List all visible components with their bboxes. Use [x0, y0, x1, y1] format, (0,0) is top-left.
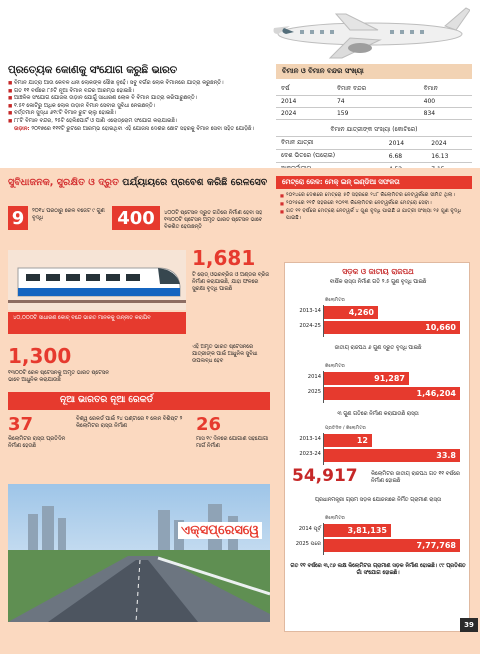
table-cell: 74 — [336, 98, 345, 105]
block2-subtitle: ଜାତୀୟ ରାଜପଥ ୬ ଗୁଣ ଦ୍ରୁତ ବୃଦ୍ଧି ପାଇଛି — [334, 345, 422, 351]
stat-9-text: ୨୦୧୪ ପରଠାରୁ ରେଳ ବଜେଟ ୯ ଗୁଣ ବୃଦ୍ଧି — [32, 208, 105, 222]
block1-subtitle: ବାର୍ଷିକ ରାସ୍ତା ନିର୍ମାଣ ଗତି ୨.୫ ଗୁଣ ବୃଦ୍ଧି ପାଇଛି — [329, 279, 427, 285]
block1-bar-value: 4,260 — [348, 308, 374, 317]
table-cell: 159 — [336, 110, 349, 117]
train-illustration — [8, 250, 186, 310]
table-header: ବିମାନ — [423, 85, 438, 92]
block2-bar-value: 91,287 — [374, 374, 405, 383]
table-header: 2014 — [388, 139, 405, 147]
table-header: ବର୍ଷ — [281, 85, 290, 92]
big-stat-number: 54,917 — [292, 466, 358, 486]
records-heading: ନୂଆ ଭାରତର ନୂଆ ରେକର୍ଡ — [60, 395, 154, 405]
metro-bullets — [276, 189, 472, 226]
road-label: ଏକ୍ସପ୍ରେସୱେ — [178, 522, 262, 539]
table-cell: 2014 — [281, 98, 297, 105]
passenger-table-title: ବିମାନ ଯାତ୍ରୀଙ୍କ ସଂଖ୍ୟା (କୋଟିରେ) — [276, 124, 472, 137]
table-row — [276, 150, 472, 163]
metro-box — [276, 176, 472, 252]
stat-1681: 1,681 — [192, 246, 256, 270]
block4-bar-value: 7,77,768 — [416, 541, 456, 550]
table-header-row — [276, 83, 472, 96]
block4-year-0: 2014 ପୂର୍ବ — [298, 526, 321, 532]
block3-bar-0 — [324, 434, 372, 447]
table-cell: 6.68 — [388, 152, 403, 160]
records-banner — [8, 392, 270, 410]
list-item: ■ ଆଞ୍ଚଳିକ ସଂଯୋଗ ଯୋଜନା ଉଡ଼ାନ ଯୋଗୁଁ ସାଧାରଣ ଲୋକ ବି ବିମାନ ଯାତ୍ରା କରିପାରୁଛନ୍ତି। — [8, 95, 270, 103]
block3-bar-1 — [324, 449, 460, 462]
top-section — [0, 0, 480, 168]
stat-1300: 1,300 — [8, 344, 72, 368]
metro-heading: ମେଟ୍ରୋ ରେଳ: ମେକ୍ ଇନ୍ ଇଣ୍ଡିଆ ସଫଳତା — [276, 176, 472, 189]
stat-9-box: 9 — [8, 206, 28, 230]
stat-26: 26 — [196, 414, 222, 435]
block1-unit: କିଲୋମିଟର — [325, 298, 345, 303]
aviation-heading: ପ୍ରତ୍ୟେକ କୋଣକୁ ସଂଯୋଗ କରୁଛି ଭାରତ — [8, 64, 177, 76]
block4-unit: କିଲୋମିଟର — [325, 516, 345, 521]
table-header: 2024 — [431, 139, 447, 147]
block4-bar-1 — [324, 539, 460, 552]
rail-heading-rest: ପର୍ଯ୍ୟାୟରେ ପ୍ରବେଶ କରିଛି ରେଳସେବ — [122, 177, 268, 188]
block4-bar-0 — [324, 524, 391, 537]
list-item: ■ ଗତ ୧୧ ବର୍ଷରେ ମେଟ୍ରୋ ନେଟୱର୍କ ୪ ଗୁଣ ବୃଦ୍ଧି ପାଇଛି ଓ ଯାତ୍ରୀ ସଂଖ୍ୟା ୨୫ ଗୁଣ ବୃଦ୍ଧି ପାଇଛି। — [280, 208, 468, 222]
block1-bar-1 — [324, 321, 460, 334]
list-item: ■ ଗତ ୧୧ ବର୍ଷରେ ୮୫ଟି ନୂଆ ବିମାନ ବନ୍ଦର ଆରମ୍ଭ ହୋଇଛି। — [8, 88, 270, 96]
block2-year-0: 2014 — [307, 374, 321, 380]
roads-card — [284, 262, 470, 632]
block2-unit: କିଲୋମିଟର — [325, 364, 345, 369]
stat-1300-text: ୧୩୦୦ଟି ରେଳ ଷ୍ଟେସନକୁ ଅମୃତ ଭାରତ ଷ୍ଟେସନ ଭାବେ ଆଧୁନିକ କରାଯାଉଛି — [8, 370, 109, 384]
block2-year-1: 2025 — [307, 389, 321, 395]
expressway-photo — [8, 484, 270, 622]
table-header-row — [276, 137, 472, 150]
table-cell: 16.13 — [431, 152, 449, 160]
table-header: ବିମାନ ଯାତ୍ରୀ — [281, 139, 314, 146]
list-item: ■ ବର୍ତ୍ତମାନ ସୁଦ୍ଧା ୬୧୯ଟି ବିମାନ ରୁଟ ଚାଲୁ ହୋଇଛି। — [8, 110, 270, 118]
aviation-bullets — [8, 80, 270, 126]
table-cell: ଦେଶ ଭିତରେ (ଘରୋଇ) — [281, 152, 336, 159]
table-header: ବିମାନ ବନ୍ଦର — [336, 85, 367, 92]
list-item: ■ ୧.୫୧ କୋଟିରୁ ଅଧିକ ଲୋକ ଉଡ଼ାନ ବିମାନ ସେବାର ସୁବିଧା ନେଇଛନ୍ତି। — [8, 103, 270, 111]
stat-1300-right-text: ଏହି ଅମୃତ ଭାରତ ଷ୍ଟେସନରେ ଯାତ୍ରୀଙ୍କ ପାଇଁ ଆଧୁନିକ ସୁବିଧା ଉପଲବ୍ଧ ହେବ — [192, 344, 258, 365]
table-cell: 400 — [423, 98, 436, 105]
block3-unit: ପ୍ରତିଦିନ / କିଲୋମିଟର — [325, 426, 366, 431]
block1-bar-value: 10,660 — [425, 323, 456, 332]
block3-subtitle: ୩ ଗୁଣ ଗତିରେ ନିର୍ମାଣ କରାଯାଉଛି ରାସ୍ତା — [337, 411, 419, 417]
records-middle-text: ବିଶ୍ୱ ରେକର୍ଡ ପାଇଁ ୨୪ ଘଣ୍ଟାରେ ୧ ଲେନ ବିଶିଷ୍ଟ ୨ କିଲୋମିଟର ରାସ୍ତା ନିର୍ମାଣ — [76, 416, 183, 430]
page-number: 39 — [460, 618, 478, 632]
roads-title: ସଡ଼କ ଓ ଜାତୀୟ ରାଜପଥ — [342, 267, 414, 276]
rail-heading-highlight: ସୁବିଧାଜନକ, ସୁରକ୍ଷିତ ଓ ଦ୍ରୁତ — [8, 177, 119, 188]
stat-1681-text: ଟି ରୋଡ୍ ଓଭରବ୍ରିଜ ଓ ଅଣ୍ଡର ବ୍ରିଜ ନିର୍ମାଣ କରାଯାଇଛି, ଯାହା ଫଳରେ ସୁରକ୍ଷା ବୃଦ୍ଧି ପାଇଛି — [192, 272, 270, 293]
udan-note-text: ୨୦୧୭ରେ ୧୧୧ଟି ରୁଟରେ ଆରମ୍ଭ ହୋଇଥିବା ଏହି ଯୋଜନା ଦେଶର ଛୋଟ ସହରକୁ ବିମାନ ସେବା ସହିତ ଯୋଡ଼ିଛି। — [31, 125, 254, 132]
block1-bar-0 — [324, 306, 378, 319]
table-row — [276, 96, 472, 108]
table-cell: 2024 — [281, 110, 297, 117]
list-item: ■ ୨୦୧୪ରେ ଦେଶରେ ମେଟ୍ରୋ ୫ଟି ସହରରେ ୨୪୮ କିଲୋମିଟର ନେଟୱର୍କରେ ସୀମିତ ଥିଲା। — [280, 192, 468, 199]
block3-bar-value: 12 — [356, 436, 368, 445]
roads-footer: ଗତ ୧୧ ବର୍ଷରେ ୩,୯୬ ଲକ୍ଷ କିଲୋମିଟର ଗ୍ରାମୀଣ ସଡ଼କ ନିର୍ମାଣ ହୋଇଛି। ୯୯ ପ୍ରତିଶତ ଗାଁ ସଂଯୋଗ ହୋଇଛି। — [290, 563, 466, 576]
stat-37-text: କିଲୋମିଟର ରାସ୍ତା ପ୍ରତିଦିନ ନିର୍ମାଣ ହେଉଛି — [8, 436, 66, 450]
block1-year-0: 2013-14 — [299, 308, 321, 314]
train-caption: ୪୦,୦୦୦ଟି ସାଧାରଣ କୋଚ୍ ବନ୍ଦେ ଭାରତ ମାନକକୁ ଉନ୍ନୀତ କରାଯିବ — [8, 312, 186, 334]
block4-year-1: 2025 ପରେ — [295, 541, 321, 547]
aviation-tables — [276, 64, 472, 176]
list-item: ■ ୮୮ଟି ବିମାନ ବନ୍ଦର, ୨୫ଟି ହେଲିପୋର୍ଟ ଓ ପାଣି ଏରୋଡ୍ରୋମ ସଂଯୋଗ କରାଯାଇଛି। — [8, 118, 270, 126]
table-row — [276, 108, 472, 120]
block2-bar-1 — [324, 387, 460, 400]
block3-year-0: 2013-14 — [299, 436, 321, 442]
block2-bar-0 — [324, 372, 409, 385]
airports-table — [276, 83, 472, 120]
block3-bar-value: 33.8 — [436, 451, 456, 460]
rail-heading — [8, 176, 270, 189]
block4-subtitle: ପ୍ରଧାନମନ୍ତ୍ରୀ ଗ୍ରାମ ସଡ଼କ ଯୋଜନାରେ ନିର୍ମିତ ଗ୍ରାମୀଣ ରାସ୍ତା — [314, 497, 442, 503]
stat-400-text: ୪୦୦ଟି ଷ୍ଟେସନ ଦ୍ରୁତ ଗତିରେ ନିର୍ମାଣ ହେବା ସହ ୧୩୦୦ଟି ଷ୍ଟେସନ ଅମୃତ ଭାରତ ଷ୍ଟେସନ ଭାବେ ବିକଶିତ ହେଉଛନ୍ତି — [164, 210, 263, 231]
list-item: ■ ୨୦୨୫ରେ ୧୧ଟି ସହରରେ ୧୦୧୩ କିଲୋମିଟର ନେଟୱର୍କରେ ମେଟ୍ରୋ ସେବା। — [280, 200, 468, 207]
airplane-illustration — [270, 4, 470, 60]
stat-26-text: ମାସ ୧୯ ଦିନରେ ଯୋଗାଣ ସହଯୋଗୀ ମାର୍ଗ ନିର୍ମାଣ — [196, 436, 269, 450]
aviation-text-block — [8, 64, 270, 133]
table-cell: 834 — [423, 110, 436, 117]
airports-table-title: ବିମାନ ଓ ବିମାନ ବନ୍ଦର ସଂଖ୍ୟା — [276, 64, 472, 79]
stat-37: 37 — [8, 414, 34, 435]
block3-year-1: 2023-24 — [299, 451, 321, 457]
big-stat-text: କିଲୋମିଟର ଜାତୀୟ ରାଜପଥ ଗତ ୧୧ ବର୍ଷରେ ନିର୍ମାଣ ହୋଇଛି — [371, 471, 460, 485]
udan-note — [8, 126, 270, 134]
stat-400-box: 400 — [112, 206, 160, 230]
list-item: ■ ବିମାନ ଯାତ୍ରା ଆଉ କେବଳ ଧନୀ ଲୋକଙ୍କ ସୌଖ ନୁହେଁ। ସବୁ ବର୍ଗର ଲୋକ ବିମାନରେ ଯାତ୍ରା କରୁଛନ୍ତି। — [8, 80, 270, 88]
udan-note-label: ଉଡ଼ାନ: — [14, 125, 30, 132]
block2-bar-value: 1,46,204 — [416, 389, 456, 398]
block1-year-1: 2024-25 — [299, 323, 321, 329]
block4-bar-value: 3,81,135 — [347, 526, 387, 535]
